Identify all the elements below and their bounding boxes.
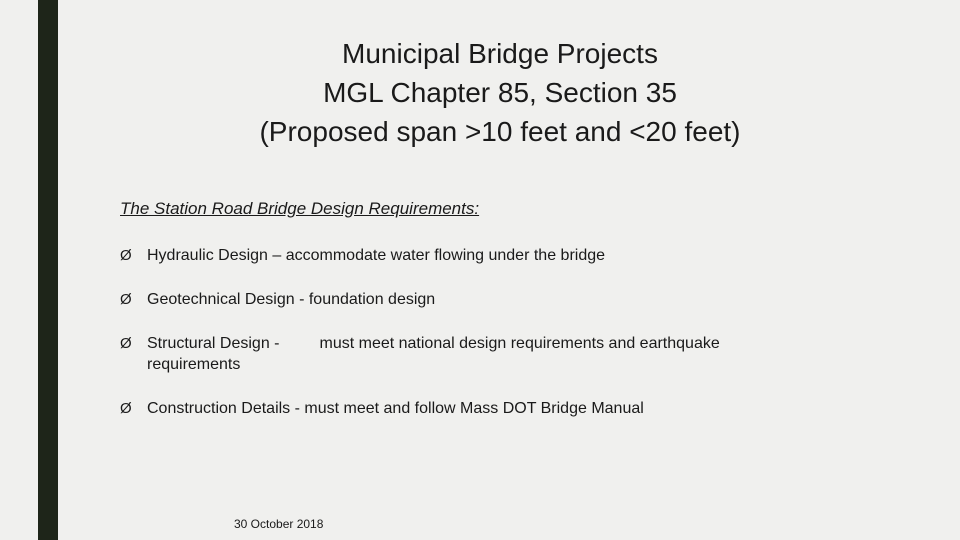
list-item-text: Structural Design - bbox=[147, 335, 280, 352]
list-item-text: must meet national design requirements and earthquake bbox=[319, 335, 720, 352]
arrow-bullet-icon: Ø bbox=[120, 335, 132, 352]
title-line-2: MGL Chapter 85, Section 35 bbox=[323, 77, 677, 108]
list-item bbox=[120, 245, 820, 266]
arrow-bullet-icon: Ø bbox=[120, 291, 132, 308]
requirements-list bbox=[120, 245, 820, 419]
list-item bbox=[120, 333, 820, 375]
list-item-text: Construction Details - must meet and follow Mass DOT Bridge Manual bbox=[147, 400, 644, 417]
list-item-text: Geotechnical Design - foundation design bbox=[147, 291, 436, 308]
arrow-bullet-icon: Ø bbox=[120, 400, 132, 417]
list-item bbox=[120, 398, 820, 419]
section-subheading: The Station Road Bridge Design Requirements: bbox=[120, 199, 480, 218]
footer-date: 30 October 2018 bbox=[234, 517, 324, 531]
slide-title bbox=[60, 34, 940, 151]
list-item-text: Hydraulic Design – accommodate water flowing under the bridge bbox=[147, 247, 606, 264]
title-line-1: Municipal Bridge Projects bbox=[342, 38, 658, 69]
arrow-bullet-icon: Ø bbox=[120, 247, 132, 264]
left-accent-bar bbox=[38, 0, 58, 540]
list-item bbox=[120, 289, 820, 310]
title-line-3: (Proposed span >10 feet and <20 feet) bbox=[259, 116, 741, 147]
list-item-text: requirements bbox=[147, 356, 241, 373]
